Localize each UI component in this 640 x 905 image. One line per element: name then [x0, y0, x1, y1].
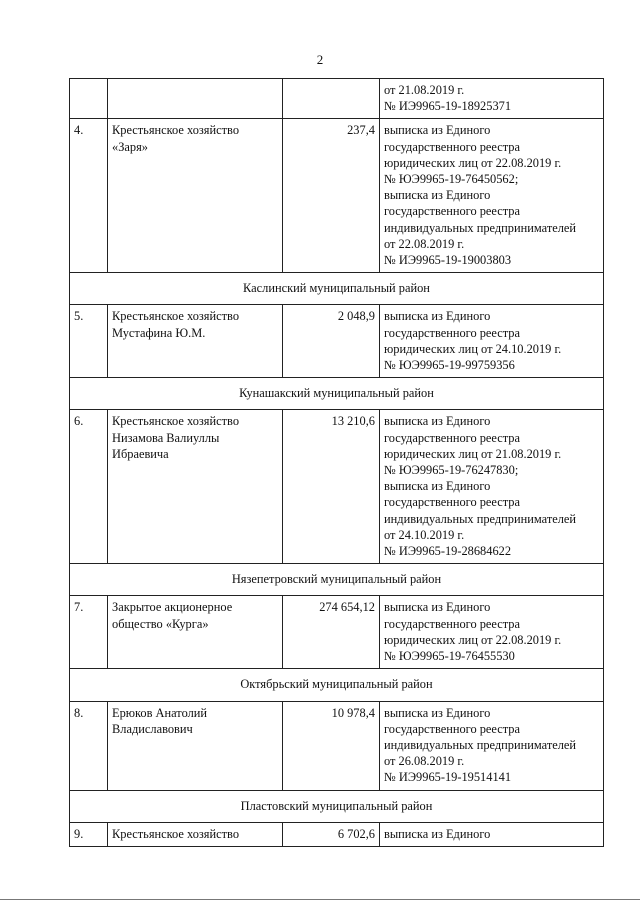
- holder-name-line: общество «Курга»: [112, 616, 209, 631]
- holder-name: [108, 410, 283, 564]
- registry-extract-line: государственного реестра: [384, 721, 521, 736]
- table-row: [70, 822, 604, 846]
- holder-name-line: Ибраевича: [112, 446, 169, 461]
- registry-extract-line: выписка из Единого: [384, 188, 491, 203]
- registry-extract: [380, 410, 604, 564]
- table-row: [70, 410, 604, 564]
- registry-extract-line: № ИЭ9965-19-19003803: [384, 253, 512, 268]
- area-value: [283, 79, 380, 119]
- holder-name: [108, 79, 283, 119]
- registry-extract-line: выписка из Единого: [384, 826, 491, 841]
- area-value: 10 978,4: [283, 701, 380, 790]
- holder-name-line: Мустафина Ю.М.: [112, 325, 206, 340]
- table-row: [70, 79, 604, 119]
- district-name: Пластовский муниципальный район: [70, 790, 604, 822]
- holder-name-line: Владиславович: [112, 721, 193, 736]
- registry-extract-line: выписка из Единого: [384, 123, 491, 138]
- registry-extract-line: № ИЭ9965-19-28684622: [384, 544, 512, 559]
- district-header-row: [70, 564, 604, 596]
- district-name: Нязепетровский муниципальный район: [70, 564, 604, 596]
- registry-extract-line: № ЮЭ9965-19-99759356: [384, 358, 515, 373]
- area-value: 2 048,9: [283, 305, 380, 378]
- area-value: 274 654,12: [283, 596, 380, 669]
- holder-name: [108, 701, 283, 790]
- registry-extract-line: № ЮЭ9965-19-76455530: [384, 649, 515, 664]
- registry-extract-line: выписка из Единого: [384, 309, 491, 324]
- table-row: [70, 305, 604, 378]
- row-number: 6.: [70, 410, 108, 564]
- holder-name-line: «Заря»: [112, 139, 148, 154]
- registry-extract-line: от 24.10.2019 г.: [384, 527, 465, 542]
- holder-name-line: Крестьянское хозяйство: [112, 309, 240, 324]
- registry-extract: [380, 822, 604, 846]
- registry-extract-line: государственного реестра: [384, 495, 521, 510]
- district-name: Каслинский муниципальный район: [70, 273, 604, 305]
- holder-name: [108, 119, 283, 273]
- registry-extract-line: № ЮЭ9965-19-76450562;: [384, 172, 519, 187]
- registry-extract-line: № ИЭ9965-19-19514141: [384, 770, 512, 785]
- registry-extract-line: юридических лиц от 22.08.2019 г.: [384, 632, 562, 647]
- row-number: 5.: [70, 305, 108, 378]
- holder-name-line: Ерюков Анатолий: [112, 705, 208, 720]
- district-name: Октябрьский муниципальный район: [70, 669, 604, 701]
- registry-extract: [380, 119, 604, 273]
- registry-extract-line: государственного реестра: [384, 616, 521, 631]
- registry-extract-line: индивидуальных предпринимателей: [384, 511, 577, 526]
- registry-extract-line: выписка из Единого: [384, 479, 491, 494]
- table-row: [70, 119, 604, 273]
- holder-name-line: Низамова Валиуллы: [112, 430, 220, 445]
- table-row: [70, 701, 604, 790]
- registry-extract-line: от 26.08.2019 г.: [384, 754, 465, 769]
- table-row: [70, 596, 604, 669]
- page-number: 2: [316, 52, 324, 67]
- table-body: [70, 79, 604, 847]
- holder-name: [108, 596, 283, 669]
- row-number: 4.: [70, 119, 108, 273]
- registry-extract: [380, 701, 604, 790]
- registry-extract-line: от 21.08.2019 г.: [384, 83, 465, 97]
- registry-extract-line: государственного реестра: [384, 204, 521, 219]
- area-value: 6 702,6: [283, 822, 380, 846]
- area-value: 13 210,6: [283, 410, 380, 564]
- registry-extract-line: № ИЭ9965-19-18925371: [384, 99, 512, 114]
- land-holders-table: [69, 78, 604, 847]
- district-header-row: [70, 790, 604, 822]
- holder-name: [108, 305, 283, 378]
- holder-name-line: Крестьянское хозяйство: [112, 123, 240, 138]
- holder-name: [108, 822, 283, 846]
- registry-extract: [380, 305, 604, 378]
- registry-extract-line: индивидуальных предпринимателей: [384, 737, 577, 752]
- registry-extract: [380, 79, 604, 119]
- district-header-row: [70, 273, 604, 305]
- registry-extract-line: государственного реестра: [384, 430, 521, 445]
- holder-name-line: Закрытое акционерное: [112, 600, 233, 615]
- registry-extract-line: юридических лиц от 22.08.2019 г.: [384, 155, 562, 170]
- page-edge-divider: [0, 899, 640, 900]
- registry-extract-line: выписка из Единого: [384, 705, 491, 720]
- registry-extract-line: от 22.08.2019 г.: [384, 236, 465, 251]
- district-name: Кунашакский муниципальный район: [70, 378, 604, 410]
- holder-name-line: Крестьянское хозяйство: [112, 414, 240, 429]
- registry-extract: [380, 596, 604, 669]
- row-number: 9.: [70, 822, 108, 846]
- registry-extract-line: выписка из Единого: [384, 414, 491, 429]
- area-value: 237,4: [283, 119, 380, 273]
- district-header-row: [70, 669, 604, 701]
- holder-name-line: Крестьянское хозяйство: [112, 826, 240, 841]
- registry-extract-line: № ЮЭ9965-19-76247830;: [384, 463, 519, 478]
- row-number: [70, 79, 108, 119]
- district-header-row: [70, 378, 604, 410]
- row-number: 8.: [70, 701, 108, 790]
- registry-extract-line: государственного реестра: [384, 139, 521, 154]
- registry-extract-line: выписка из Единого: [384, 600, 491, 615]
- registry-extract-line: юридических лиц от 24.10.2019 г.: [384, 341, 562, 356]
- registry-extract-line: государственного реестра: [384, 325, 521, 340]
- registry-extract-line: юридических лиц от 21.08.2019 г.: [384, 446, 562, 461]
- row-number: 7.: [70, 596, 108, 669]
- registry-extract-line: индивидуальных предпринимателей: [384, 220, 577, 235]
